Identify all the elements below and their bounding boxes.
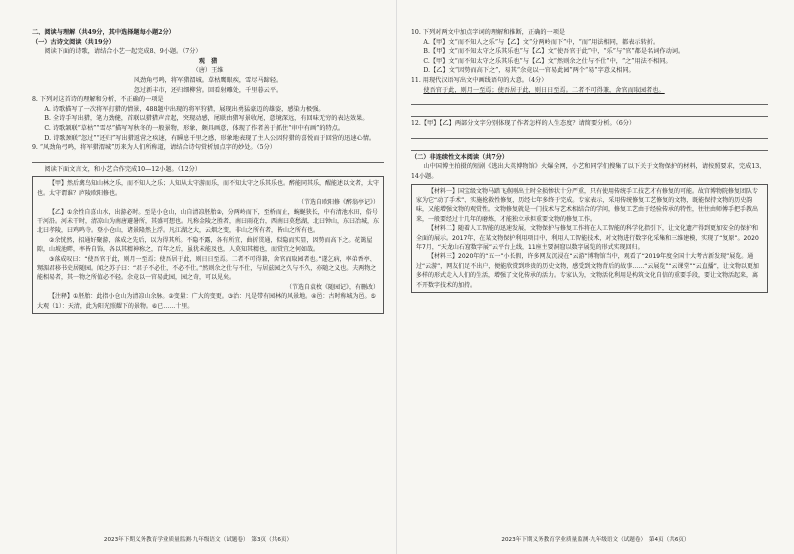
material-2: 【材料二】随着人工智能的迅速发展，文物保护与修复工作将在人工智能的科学化指引下，让文化遗产得到更加安全的保护和全面的展示。2017年，在某文物保护利用项目中，利用人工智能技术，对文物进行数字化采集和三维建模，实现了“复原”。2020年7月，“天龙山石窟数字展”云平台上线，11座主要洞窟以数字展览的形式实现回归。	[416, 225, 759, 251]
passage-yi-3: ③落成叹曰：“使吾官于此，则月一至焉；使吾居于此，则日日至焉。二者不可得兼，舍官而取园者也。”遂乞病，率弟香亭、甥湄君移书史居随园。闻之苏子曰：“君子不必仕，不必不仕。”然则余之仕与不仕，与居兹园之久与不久，亦随之义也。夫两物之能相易者，其一物之所值必不轻。余竟以一官易此园，园之奇，可以见矣。	[37, 255, 377, 282]
poem-author: （唐）王维	[192, 67, 224, 75]
question-8-option-a: A. 诗歌描写了一次将军打猎的情景，488题中出现的将军狩猎，展现出勇猛豪迈的雄姿，感染力极强。	[44, 105, 325, 113]
answer-line	[411, 141, 768, 151]
source-jia: （节选自欧阳修《醉翁亭记》）	[297, 199, 379, 207]
source-yi: （节选自袁枚《随园记》，有删改）	[285, 283, 379, 291]
notes: 【注释】①胚胎：此指小仓山为清凉山余脉。②变量：广大的变更。③治：凡是带有园林的风景地。④邑：古时称城为邑。⑤大观（1）：天清，此为阳光照耀下的景物。⑥已……十里。	[37, 293, 376, 310]
question-11: 11. 用现代汉语写出文中画线语句的大意。（4分）	[411, 76, 548, 84]
question-9: 9. “风劲角弓鸣，将军猎渭城”历来为人们所称道，请结合诗句赏析加点字的妙处。（5分）	[32, 144, 276, 152]
answer-line	[411, 129, 768, 139]
poem-title: 观 猎	[198, 57, 218, 65]
poem-line-2: 忽过新丰市，还归细柳营。回看射雕处，千里暮云平。	[133, 86, 283, 94]
question-8-option-c: C. 诗歌颔联“草枯”“雪尽”描写写秋冬的一般景物，形象，颇具画意，体现了作者善于抓住“审中有画”的特点。	[44, 124, 345, 132]
question-11-text: 使吾官于此，则月一至焉；使吾居于此，则日日至焉。二者不可得兼，舍官而取园者也。	[423, 86, 665, 94]
question-10-option-b: B.【甲】文“而不知太守之乐其乐也”与【乙】文“使吾官于此”中，“乐”与“官”都是名词作动词。	[423, 48, 685, 56]
part2-intro: 山中国博主拍摄的短剧《逃出大英博物馆》火爆全网，小艺和同学们搜集了以下关于文物保护的材料，请按照要求，完成13、14小题。	[411, 163, 766, 180]
question-8-option-d: D. 诗歌颈联“忽过”“还归”写出猎返营之疾速，有瞬息千里之感，形象地表现了主人公因狩猎的喜悦而于回营的迅速心情。	[44, 134, 376, 142]
footer-right: 2023年下期义务教育学业质量监测·九年级语文（试题卷） 第4页（共6页）	[501, 537, 690, 544]
part2-title: （二）非连续性文本阅读（共7分）	[411, 153, 509, 161]
part1-intro: 阅读下面的诗歌，请结合小艺一起完成8、9小题。（7分）	[44, 48, 202, 56]
materials-box	[411, 184, 768, 293]
reading-intro: 阅读下面文言文，和小艺合作完成10—12小题。（12分）	[44, 165, 202, 173]
question-8-option-b: B. 全诗手写出猎，笔力劲健，首联以猎猎声音起，突现动感，尾联由猎写景收尾，意境深远，有回味无穷的表达效果。	[44, 115, 369, 123]
part1-title: （一）古诗文阅读（共19分）	[32, 38, 115, 46]
answer-line	[32, 153, 384, 163]
page-right	[397, 0, 794, 554]
passage-jia: 【甲】然后禽鸟知山林之乐，而不知人之乐；人知从太守游而乐，而不知太守之乐其乐也。醉能同其乐，醒能述以文者，太守也。太守谓谁？庐陵欧阳修也。	[37, 180, 380, 197]
answer-line	[411, 95, 768, 105]
footer-left: 2023年下期义务教育学业质量监测·九年级语文（试题卷） 第3页（共6页）	[103, 537, 293, 544]
answer-line	[411, 107, 768, 117]
passage-yi-2: ②余恍然，招通好聚游，落成之先后，以为得其所。不隐不露，各有所宜，曲折贯通，似隐而实显，因势而高下之。花篱屋隙，山坡池畔，率皆自饰，各以其精神称之，百年之后，虽犹未能及也，人莫知其精也，而赏宜之何如哉。	[37, 236, 373, 254]
question-10-option-a: A.【甲】文“而不知人之乐”与【乙】文“分两岭而下”中，“而”用法相同，都表示转折。	[423, 38, 660, 46]
material-1: 【材料一】国宝级文物马踏飞燕刚出土时全损惨状十分严重，只有使用传统手工技艺才有修复的可能。故宫博物院修复团队专家为它“动了手术”、实施抢救性修复，历经七年多终于完成。专家表示，采用传统修复工艺修复的文物，既能保持文物的历史韵味，又能增强文物的观赏性。文物修复就是一门技术与艺术相结合的学问，修复工艺由于经验传承的特性，往往由师傅手把手教出来，一般要经过十几年的磨炼，才能独立承担重要文物的修复工作。	[416, 187, 759, 223]
question-8: 8. 下列对这首诗的理解和分析，不正确的一项是	[32, 96, 164, 104]
question-10-option-c: C.【甲】文“而不知太守之乐其乐也”与【乙】文“然则余之仕与不仕”中，“之”用法不相同。	[423, 57, 672, 65]
material-3: 【材料三】2020年的“五一”小长假，许多网友沉浸在“云游”博物馆当中，观看了“2019年度全国十大考古新发现”展览。通过“云游”，网友们足不出户，便能欣赏到珍贵的历史文物，感受到文物背后的故事……“云展览”“云课堂”“云直播”，让文物以更加多样的形式走入人们的生活，增强了文化传承的活力。专家认为，文物活化利用是构筑文化自信的重要手段，要让文物活起来，离不开数字技术的加持。	[416, 253, 759, 289]
section-title: 二、阅读与理解（共49分，其中选择题每小题2分）	[32, 29, 175, 36]
classical-passage-box	[32, 176, 384, 314]
question-10: 10. 下列对两文中加点字词的理解和推断，正确的一项是	[411, 29, 566, 36]
poem-line-1: 风劲角弓鸣，将军猎渭城。草枯鹰眼疾，雪尽马蹄轻。	[133, 76, 283, 84]
question-12: 12.【甲】【乙】两部分文字分别体现了作者怎样的人生态度？请简要分析。（6分）	[411, 120, 636, 128]
passage-yi-1: 【乙】①余性自喜山水，出游必时。至是小仓山，山自清凉胚胎②，分两岭而下，至桥而止，蜿蜒狭长，中有清池水田，俗号干河沿。河未干时，清凉山为南唐避暑所，其盛可想也。凡称金陵之胜者，南曰雨花台，西南曰莫愁湖，北曰钟山，东曰冶城，东北曰孝陵，曰鸡鸣寺。登小仓山，诸景隆然上浮。凡江湖之大，云烟之变，非山之所有者，皆山之所有也。	[37, 208, 380, 235]
question-10-option-d: D.【乙】文“因势而高下之”，易其“余竟以一官易此园”两个“易”字意义相同。	[423, 67, 635, 75]
